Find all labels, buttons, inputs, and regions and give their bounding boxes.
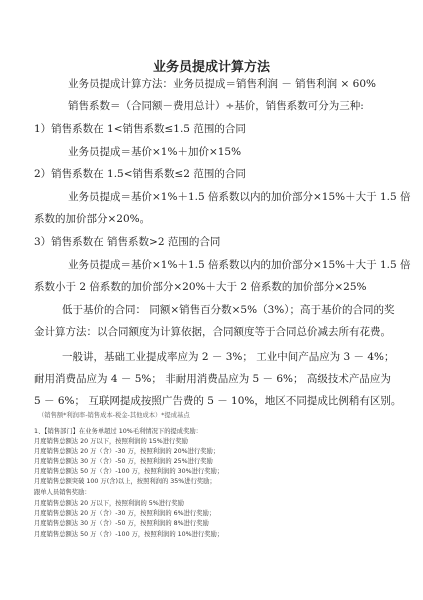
list-item: 月度销售总额达 30 万（含）-50 万，按照利润的 8%进行奖励	[34, 520, 209, 527]
text-line: 业务员提成＝基价×1%＋1.5 倍系数以内的加价部分×15%＋大于 1.5 倍	[68, 191, 411, 203]
text-line: 业务员提成计算方法：业务员提成＝销售利润 － 销售利润 × 60%	[68, 78, 376, 90]
text-line: 系数的加价部分×20%。	[34, 213, 151, 225]
text-line: 一般讲，基础工业提成率应为 2 － 3%； 工业中间产品应为 3 － 4%；	[62, 351, 395, 363]
list-item: 月度销售总额达 30 万（含）-50 万，按照利润的 25%进行奖励	[34, 458, 213, 465]
text-line: 2）销售系数在 1.5<销售系数≤2 范围的合同	[34, 168, 246, 180]
text-line: 系数小于 2 倍系数的加价部分×20%＋大于 2 倍系数的加价部分×25%	[34, 281, 367, 293]
text-line: 低于基价的合同： 同额×销售百分数×5%（3%）；高于基价的合同的奖	[62, 304, 395, 316]
list-item: 月度销售总额达 20 万以下，按照利润的 5%进行奖励	[34, 500, 184, 507]
formula-note: （销售额*利润率-销售成本-税金-其他成本）*提成基点	[38, 412, 190, 419]
page-title: 业务员提成计算方法	[152, 60, 270, 75]
text-line: 金计算方法：以合同额度为计算依据，合同额度等于合同总价减去所有花费。	[34, 326, 391, 338]
list-item: 月度销售总额达 20 万（含）-30 万，按照利润的 20%进行奖励；	[34, 448, 220, 455]
text-line: 业务员提成＝基价×1%＋加价×15%	[68, 146, 242, 158]
text-line: 销售系数＝（合同额－费用总计）÷基价，销售系数可分为三种:	[68, 100, 364, 112]
text-line: 业务员提成＝基价×1%＋1.5 倍系数以内的加价部分×15%＋大于 1.5 倍	[68, 259, 411, 271]
list-item: 月度销售总额达 50 万（含）-100 万，按照利润的 10%进行奖励；	[34, 531, 224, 538]
text-line: 1）销售系数在 1<销售系数≤1.5 范围的合同	[34, 123, 246, 135]
list-item: 月度销售总额突破 100 万(含)以上，按照利润的 35%进行奖励；	[34, 478, 216, 485]
text-line: 耐用消费品应为 4 － 5%； 非耐用消费品应为 5 － 6%； 高级技术产品应为	[34, 373, 391, 385]
text-line: 3）销售系数在 销售系数>2 范围的合同	[34, 236, 221, 248]
list-item: 跟单人员销售奖励：	[34, 489, 91, 496]
text-line: 5 － 6%； 互联网提成按照广告费的 5 － 10%，地区不同提成比例稍有区别。	[34, 395, 402, 407]
list-item: 1、【销售部门】在业务单超过 10%毛利情况下的提成奖励：	[34, 428, 202, 435]
list-item: 月度销售总额达 20 万（含）-30 万，按照利润的 6%进行奖励；	[34, 510, 216, 517]
list-item: 月度销售总额达 50 万（含）-100 万，按照利润的 30%进行奖励；	[34, 468, 224, 475]
list-item: 月度销售总额达 20 万以下，按照利润的 15%进行奖励	[34, 438, 188, 445]
